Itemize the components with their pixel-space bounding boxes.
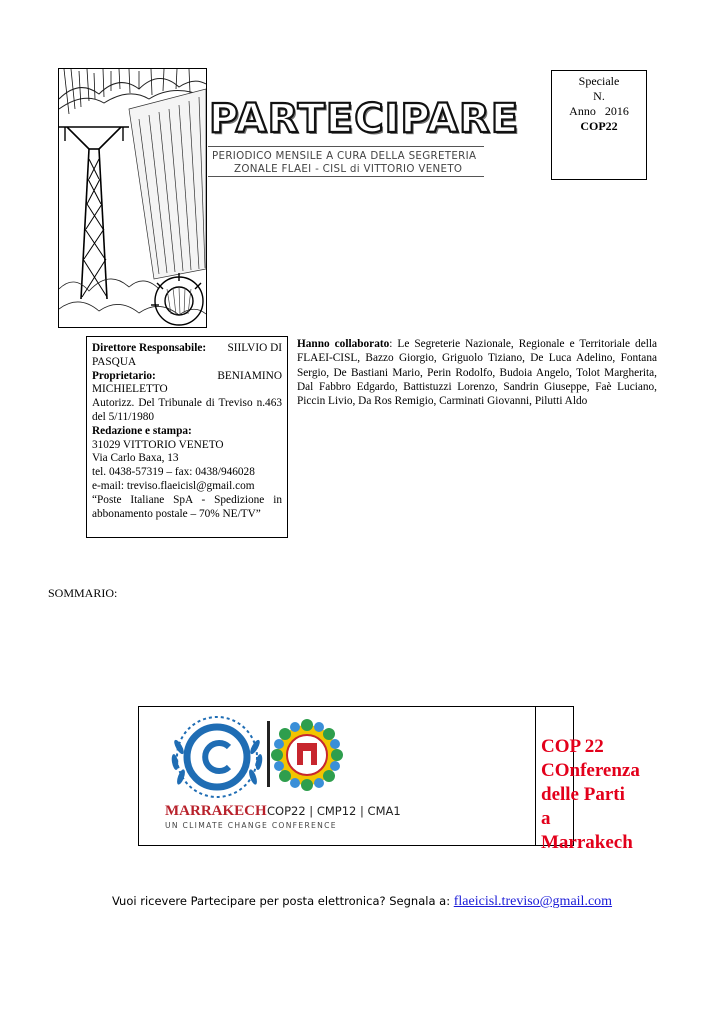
director-first: SIILVIO DI bbox=[227, 342, 282, 354]
owner-first: BENIAMINO bbox=[217, 369, 282, 382]
masthead-illustration bbox=[58, 68, 207, 328]
sommario-heading: SOMMARIO: bbox=[48, 586, 118, 600]
issue-year bbox=[552, 104, 646, 119]
issue-number: N. bbox=[593, 89, 605, 103]
phone-fax: tel. 0438-57319 – fax: 0438/946028 bbox=[92, 466, 255, 479]
cop22-headline bbox=[541, 735, 640, 855]
address-line1: 31029 VITTORIO VENETO bbox=[92, 438, 224, 451]
headline-line1: COP 22 bbox=[541, 736, 604, 757]
collaborators bbox=[297, 337, 657, 408]
footer-email-link[interactable]: flaeicisl.treviso@gmail.com bbox=[453, 894, 613, 909]
masthead-divider-bottom bbox=[208, 176, 484, 177]
unfccc-emblem-icon bbox=[171, 717, 264, 797]
issue-year-value: 2016 bbox=[604, 104, 629, 118]
director-label: Direttore Responsabile: bbox=[92, 342, 207, 354]
masthead-divider bbox=[208, 146, 484, 147]
logo-events: COP22 | CMP12 | CMA1 bbox=[267, 804, 401, 818]
masthead-title: PARTECIPARE bbox=[209, 96, 520, 142]
director-last: PASQUA bbox=[92, 355, 137, 368]
owner-label: Proprietario: bbox=[92, 369, 156, 382]
credits-box bbox=[86, 336, 288, 538]
postal-note: “Poste Italiane SpA - Spedizione in abbonamento postale – 70% NE/TV” bbox=[92, 493, 282, 520]
owner-last: MICHIELETTO bbox=[92, 383, 168, 396]
issue-edition: COP22 bbox=[580, 119, 618, 133]
logo-tagline: UN CLIMATE CHANGE CONFERENCE bbox=[165, 821, 337, 830]
headline-line3: delle Parti bbox=[541, 784, 625, 805]
cop22-logo bbox=[139, 707, 535, 845]
address-line2: Via Carlo Baxa, 13 bbox=[92, 452, 179, 465]
logo-city: MARRAKECH bbox=[165, 803, 267, 819]
headline-line4: a Marrakech bbox=[541, 808, 633, 853]
authorization: Autorizz. Del Tribunale di Treviso n.463 del 5/11/1980 bbox=[92, 397, 282, 423]
marrakech-emblem-icon bbox=[271, 719, 343, 791]
credits-email: e-mail: treviso.flaeicisl@gmail.com bbox=[92, 479, 255, 492]
issue-box bbox=[551, 70, 647, 180]
collaborators-text: : Le Segreterie Nazionale, Regionale e Territoriale della FLAEI-CISL, Bazzo Giorgio, Griguolo Tiziano, De Luca Adelino, Fontana Sergio, De Bastiani Mario, Perin Rodolfo, Budoia Angelo, Tolot Margherita, Dal Fabbro Edgardo, Battistuzzi Lorenzo, Sandrin Giuseppe, Faè Luciano, Piccin Livio, Da Ros Remigio, Carminati Giovanni, Pilutti Aldo bbox=[297, 338, 657, 408]
cop22-box bbox=[138, 706, 640, 853]
cop22-divider bbox=[535, 707, 536, 845]
editorial-label: Redazione e stampa: bbox=[92, 424, 192, 437]
issue-year-label: Anno bbox=[569, 104, 596, 118]
director-row bbox=[92, 342, 282, 356]
owner-row bbox=[92, 370, 282, 384]
headline-line2: COnferenza bbox=[541, 760, 640, 781]
footer bbox=[0, 894, 724, 910]
masthead-subtitle-line2: ZONALE FLAEI - CISL di VITTORIO VENETO bbox=[234, 163, 463, 175]
footer-text: Vuoi ricevere Partecipare per posta elettronica? Segnala a: bbox=[111, 894, 451, 908]
issue-type: Speciale bbox=[578, 74, 620, 88]
masthead-subtitle-line1: PERIODICO MENSILE A CURA DELLA SEGRETERIA bbox=[212, 150, 477, 162]
collaborators-label: Hanno collaborato bbox=[297, 338, 390, 350]
